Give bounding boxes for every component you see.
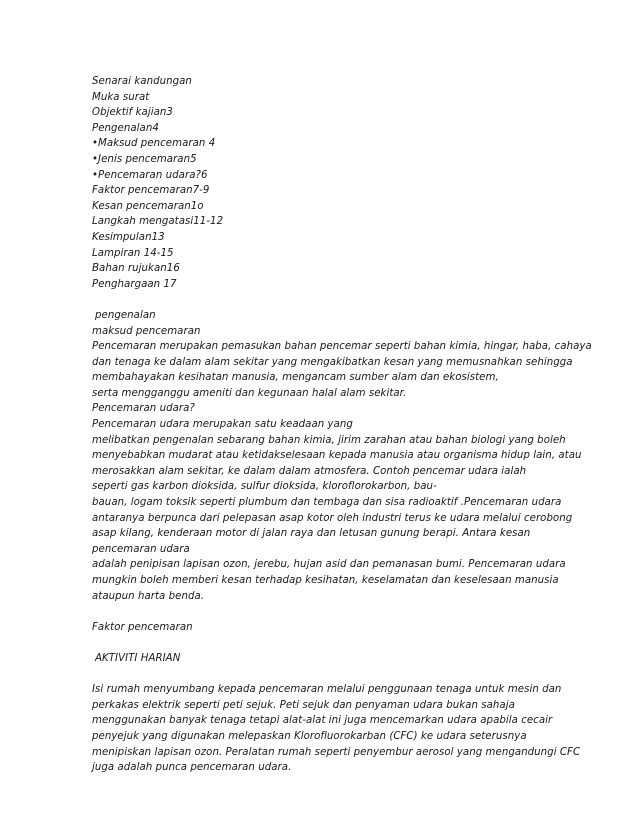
toc-title: Senarai kandungan xyxy=(92,76,192,87)
spacer xyxy=(92,604,612,620)
toc-item: Faktor pencemaran7-9 xyxy=(92,185,210,197)
factors-heading: Faktor pencemaran xyxy=(92,621,193,633)
paragraph-line: juga adalah punca pencemaran udara. xyxy=(92,762,292,774)
paragraph-line: membahayakan kesihatan manusia, mengancam sumber alam dan ekosistem, xyxy=(92,372,499,384)
paragraph-line: melibatkan pengenalan sebarang bahan kimia, jirim zarahan atau bahan biologi yang boleh xyxy=(92,434,566,446)
toc-item: •Maksud pencemaran 4 xyxy=(92,138,216,150)
paragraph-line: antaranya berpunca dari pelepasan asap kotor oleh industri terus ke udara melalui cerobong xyxy=(92,512,573,524)
paragraph-line: dan tenaga ke dalam alam sekitar yang mengakibatkan kesan yang memusnahkan sehingga xyxy=(92,356,573,368)
toc-item: Objektif kajian3 xyxy=(92,107,173,119)
paragraph-line: ataupun harta benda. xyxy=(92,590,205,602)
paragraph-line: mungkin boleh memberi kesan terhadap kesihatan, keselamatan dan keselesaan manusia xyxy=(92,575,559,586)
toc-item: •Pencemaran udara?6 xyxy=(92,169,208,181)
toc-item: Lampiran 14-15 xyxy=(92,247,174,259)
paragraph-line: Pencemaran udara? xyxy=(92,403,195,415)
toc-item: •Jenis pencemaran5 xyxy=(92,153,197,165)
paragraph-line: bauan, logam toksik seperti plumbum dan tembaga dan sisa radioaktif .Pencemaran udara xyxy=(92,497,562,509)
toc-item: Kesimpulan13 xyxy=(92,231,165,243)
paragraph-line: Pencemaran merupakan pemasukan bahan pencemar seperti bahan kimia, hingar, haba, cahaya xyxy=(92,341,592,353)
paragraph-line: menipiskan lapisan ozon. Peralatan rumah seperti penyembur aerosol yang mengandungi CFC xyxy=(92,746,581,758)
toc-item: Muka surat xyxy=(92,91,150,103)
toc-item: Bahan rujukan16 xyxy=(92,263,180,275)
paragraph-line: adalah penipisan lapisan ozon, jerebu, hujan asid dan pemanasan bumi. Pencemaran udara xyxy=(92,559,566,571)
paragraph-line: seperti gas karbon dioksida, sulfur dioksida, kloroflorokarbon, bau- xyxy=(92,481,437,493)
factors-subheading: AKTIVITI HARIAN xyxy=(95,652,181,664)
spacer xyxy=(92,667,612,683)
paragraph-line: penyejuk yang digunakan melepaskan Klorofluorokarban (CFC) ke udara seterusnya xyxy=(92,730,527,742)
spacer xyxy=(92,292,612,308)
document-body xyxy=(92,74,612,776)
paragraph-line: Pencemaran udara merupakan satu keadaan yang xyxy=(92,419,353,431)
toc-item: Kesan pencemaran1o xyxy=(92,200,204,212)
spacer xyxy=(92,635,612,651)
paragraph-line: pencemaran udara xyxy=(92,543,190,555)
paragraph-line: perkakas elektrik seperti peti sejuk. Peti sejuk dan penyaman udara bukan sahaja xyxy=(92,699,515,711)
toc-item: Langkah mengatasi11-12 xyxy=(92,216,224,228)
paragraph-line: menggunakan banyak tenaga tetapi alat-alat ini juga mencemarkan udara apabila cecair xyxy=(92,715,553,727)
paragraph-line: Isi rumah menyumbang kepada pencemaran melalui penggunaan tenaga untuk mesin dan xyxy=(92,684,562,696)
toc-item: Penghargaan 17 xyxy=(92,278,177,290)
intro-subheading: maksud pencemaran xyxy=(92,325,201,337)
paragraph-line: menyebabkan mudarat atau ketidakselesaan kepada manusia atau organisma hidup lain, atau xyxy=(92,450,582,462)
paragraph-line: serta mengganggu ameniti dan kegunaan halal alam sekitar. xyxy=(92,387,407,399)
toc-item: Pengenalan4 xyxy=(92,122,159,134)
paragraph-line: asap kilang, kenderaan motor di jalan raya dan letusan gunung berapi. Antara kesan xyxy=(92,528,531,540)
intro-heading: pengenalan xyxy=(95,309,156,321)
paragraph-line: merosakkan alam sekitar, ke dalam dalam atmosfera. Contoh pencemar udara ialah xyxy=(92,465,527,477)
